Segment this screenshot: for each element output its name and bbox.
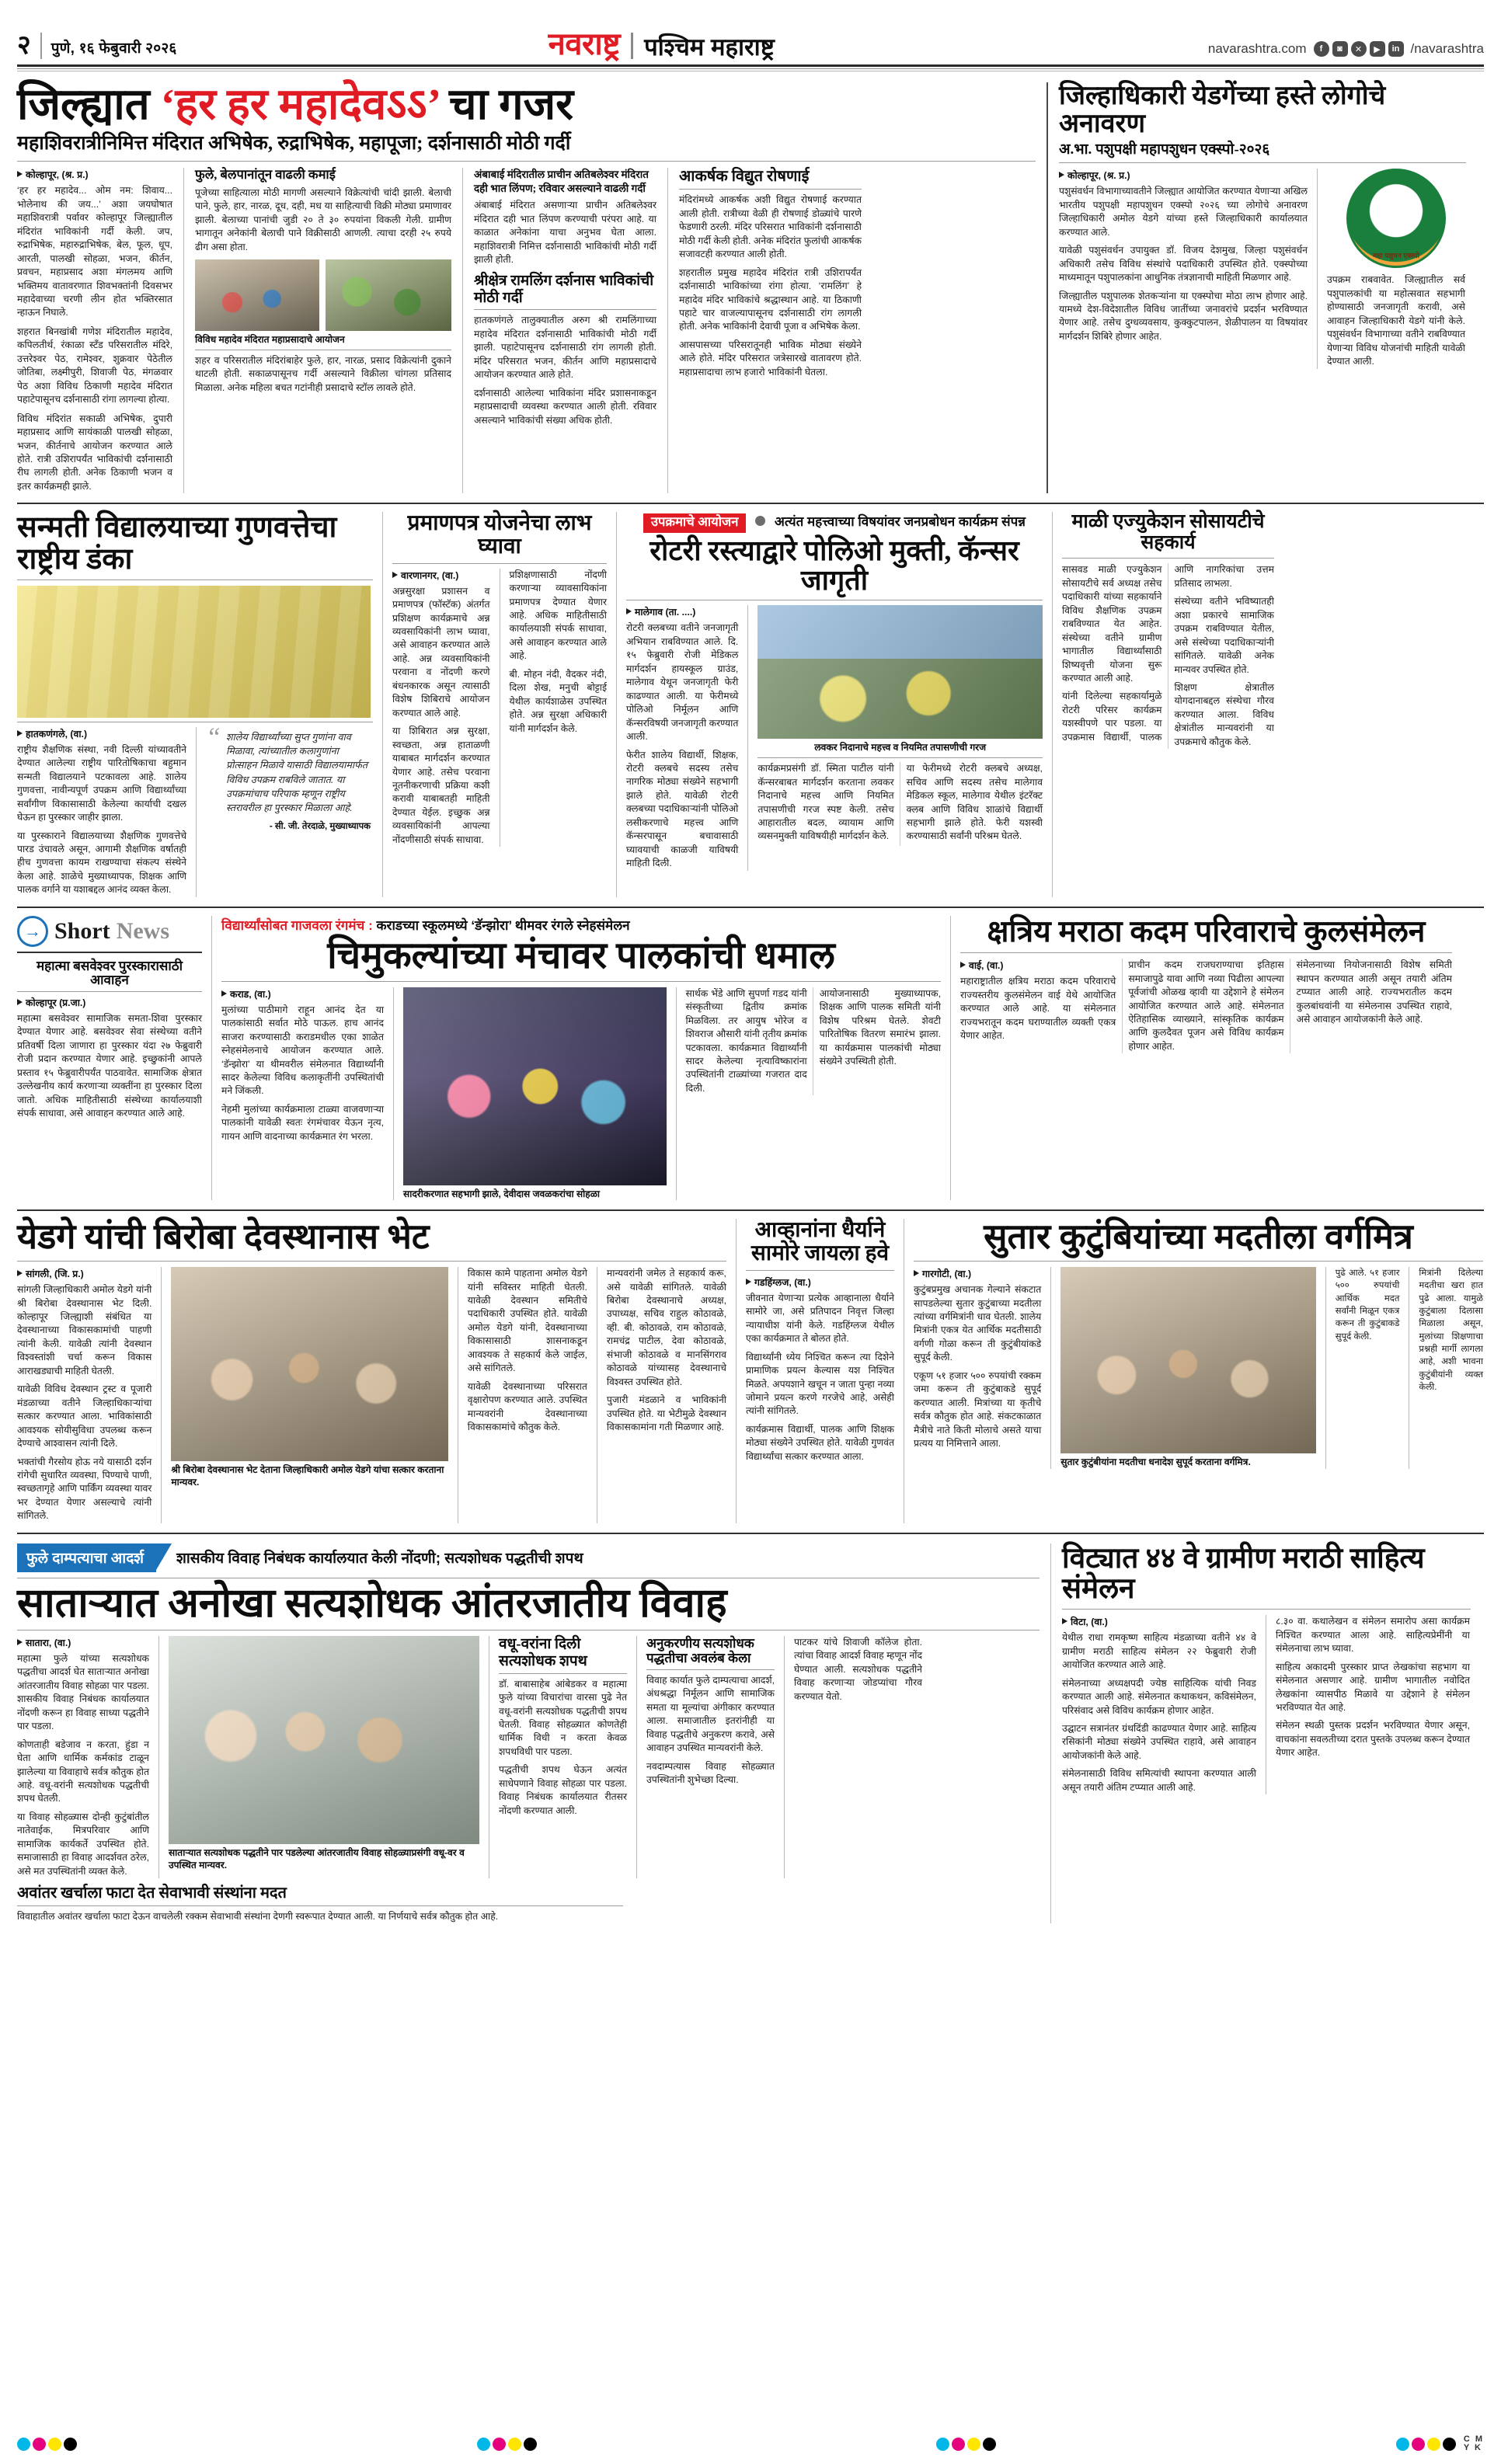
sutar-dateline: गारगोटी, (वा.) (914, 1267, 1041, 1280)
expo-para: पशुसंवर्धन विभागाच्यावतीने जिल्ह्यात आयोजित करण्यात येणाऱ्या अखिल भारतीय पशुपक्षी महापशुधन एक्स्पो २०२६ च्या लोगोचे अनावरण जिल्हाधिकारी अमोल येडगे यांच्या हस्ते जिल्हाधिकारी कार्यालयात करण्यात आले. (1059, 186, 1308, 238)
lead-para: आसपासच्या परिसरातूनही भाविक मोठ्या संख्येने आले होते. मंदिर परिसरात जत्रेसारखे वातावरण होते. महाप्रसादाचा लाभ हजारो भाविकांनी घेतला. (679, 339, 862, 378)
photo-sanmati-award (17, 586, 371, 718)
fourth-section (17, 1219, 1484, 1523)
rotary-col-2 (757, 605, 1043, 870)
aawhan-headline: आव्हानांना धैर्याने सामोरे जायला हवे (750, 1218, 890, 1266)
yedge-para: मान्यवरांनी जमेल ते सहकार्य करू, असे यावेळी सांगितले. यावेळी बिरोबा देवस्थानाचे अध्यक्ष, उपाध्यक्ष, सचिव राहुल कोठावळे, व्ही. बी. कोठावळे, राम कोठावळे, रामचंद्र पाटील, देवा कोठावळे, संभाजी कोठावळे व मानसिंगराव कोठावळे यांच्यासह देवस्थानाचे विश्वस्त उपस्थित होते. (606, 1268, 726, 1387)
cmyk-line-2: Y K (1463, 2443, 1482, 2453)
cyan-dot-icon (936, 2438, 949, 2451)
satara-kicker: शासकीय विवाह निबंधक कार्यालयात केली नोंदणी; सत्यशोधक पद्धतीची शपथ (176, 1550, 583, 1568)
photo-polio-rally (757, 605, 1043, 739)
lead-col2-subhead: फुले, बेलपानांतून वाढली कमाई (195, 167, 336, 183)
rangmanch-col-1 (221, 987, 384, 1201)
yedge-para: विकास कामे पाहताना अमोल येडगे यांनी सविस्तर माहिती घेतली. यावेळी देवस्थान समितीचे पदाधिकारी उपस्थित होते. यावेळी अमोल येडगे यांनी, देवस्थानाच्या विकासासाठी शासनाकडून आवश्यक ते सहकार्य केले जाईल, असे सांगितले. (467, 1268, 587, 1374)
rotary-dateline: मालेगाव (ता. ....) (626, 605, 738, 618)
magenta-dot-icon (33, 2438, 46, 2451)
lead-col-4 (679, 168, 862, 493)
registration-dots-center-left (477, 2438, 537, 2451)
rangmanch-kicker (221, 916, 941, 934)
satara-sub1-headline: वधू-वरांना दिली सत्यशोधक शपथ (499, 1635, 587, 1669)
satara-para: महात्मा फुले यांच्या सत्यशोधक पद्धतीचा आदर्श घेत साताऱ्यात अनोखा आंतरजातीय विवाह सोहळा पार पडला. शासकीय विवाह निबंधक कार्यालयात नोंदणी करून हा विवाह साध्या पद्धतीने पार पडला. (17, 1652, 149, 1732)
satara-col-1 (17, 1636, 149, 1878)
sanmati-dateline: हातकणंगले, (वा.) (17, 727, 186, 740)
aawhan-story (737, 1219, 904, 1523)
photo-stage-performance (403, 987, 666, 1185)
mali-para: सासवड माळी एज्युकेशन सोसायटीचे सर्व अध्यक्ष तसेच पदाधिकारी यांच्या सहकार्याने विविध शैक्षणिक उपक्रम राबविण्यात येत आहेत. संस्थेच्या वतीने ग्रामीण भागातील विद्यार्थ्यांसाठी शिष्यवृत्ती योजना सुरू करण्यात आली आहे. (1062, 564, 1162, 684)
section-divider-3 (17, 1209, 1484, 1211)
pramanpatra-col-2 (510, 569, 608, 847)
lead-para: हातकणंगले तालुक्यातील अरुग श्री रामलिंगाच्या महादेव मंदिरात दर्शनासाठी भाविकांची मोठी गर्दी झाली. पहाटेपासूनच दर्शनासाठी रांग लागली होती. मंदिर परिसरात भजन, कीर्तन आणि महाप्रसादाचे आयोजन करण्यात आले होते. (474, 315, 656, 381)
mali-para: संस्थेच्या वतीने भविष्यातही अशा प्रकारचे सामाजिक उपक्रम राबविण्यात येतील, असे संस्थेच्या पदाधिकाऱ्यांनी सांगितले. यावेळी अनेक मान्यवर उपस्थित होते. (1174, 596, 1274, 675)
yedge-headline: येडगे यांची बिरोबा देवस्थानास भेट (17, 1217, 430, 1257)
lead-headline-red: ‘हर हर महादेवऽऽ’ (160, 81, 441, 129)
rotary-para: फेरीत शालेय विद्यार्थी, शिक्षक, रोटरी क्लबचे सदस्य तसेच नागरिक मोठ्या संख्येने सहभागी झाले होते. यावेळी रोटरी क्लबच्या पदाधिकाऱ्यांनी पोलिओ लसीकरणाचे महत्त्व आणि कॅन्सरपासून बचावासाठी घ्यावयाची काळजी याविषयी माहिती दिली. (626, 749, 739, 869)
dateline-header: पुणे, १६ फेबुवारी २०२६ (50, 40, 177, 57)
third-section (17, 916, 1484, 1201)
kshatriya-story (951, 916, 1452, 1201)
cyan-dot-icon (477, 2438, 490, 2451)
black-dot-icon (524, 2438, 537, 2451)
expo-para: उपक्रम राबवावेत. जिल्ह्यातील सर्व पशुपालकांची या महोत्सवात सहभागी होण्यासाठी जनजागृती करावी, असे आवाहन जिल्हाधिकारी येडगे यांनी केले. पशुसंवर्धन विभागाच्या वतीने राबविण्यात येणाऱ्या विविध योजनांची माहिती यावेळी देण्यात आली. (1327, 274, 1465, 367)
lead-para: मंदिरांमध्ये आकर्षक अशी विद्युत रोषणाई करण्यात आली होती. रात्रीच्या वेळी ही रोषणाई डोळ्यांचे पारणे फेडणारी ठरली. मंदिर परिसरात भाविकांनी दर्शनासाठी मोठी गर्दी केली होती. अनेक मंदिरांत फुलांची आकर्षक सजावटही करण्यात आली होती. (679, 194, 862, 260)
yedge-photo-caption: श्री बिरोबा देवस्थानास भेट देताना जिल्हाधिकारी अमोल येडगे यांचा सत्कार करताना मान्यवर. (171, 1464, 444, 1488)
satara-tab: फुले दाम्पत्याचा आदर्श (17, 1543, 156, 1572)
yedge-para: सांगली जिल्हाधिकारी अमोल येडगे यांनी श्री बिरोबा देवस्थानास भेट दिली. कोल्हापूर जिल्ह्याशी संबंधित या देवस्थानाच्या विकासकामांची पाहणी त्यांनी केली. यावेळी त्यांनी देवस्थान विश्वस्तांशी चर्चा करून विकास आराखड्याची माहिती घेतली. (17, 1284, 152, 1376)
sutar-col-1 (914, 1267, 1041, 1469)
top-section (17, 82, 1484, 493)
linkedin-icon[interactable]: in (1388, 41, 1404, 57)
satara-para: पद्धतीची शपथ घेऊन अत्यंत साधेपणाने विवाह सोहळा पार पडला. विवाह निबंधक कार्यालयात रीतसर नोंदणी करण्यात आली. (499, 1764, 627, 1816)
cyan-dot-icon (1396, 2438, 1409, 2451)
aawhan-dateline: गडहिंग्लज, (वा.) (746, 1276, 894, 1289)
kshatriya-para: महाराष्ट्रातील क्षत्रिय मराठा कदम परिवाराचे राज्यस्तरीय कुलसंमेलन वाई येथे आयोजित करण्यात आले आहे. या संमेलनात राज्यभरातून कदम घराण्यातील व्यक्ती एकत्र येणार आहेत. (960, 976, 1116, 1041)
sanmati-pull-quote: “ शालेय विद्यार्थ्यांच्या सुप्त गुणांना वाव मिळावा, त्यांच्यातील कलागुणांना प्रोत्साहन मिळावे यासाठी विद्यालयामार्फत विविध उपक्रम राबविले जातात. या उपक्रमांचाच परिपाक म्हणून राष्ट्रीय स्तरावरील हा पुरस्कार मिळाला आहे. (206, 722, 368, 814)
expo-para: यावेळी पशुसंवर्धन उपायुक्त डॉ. विजय देशमुख, जिल्हा पशुसंवर्धन अधिकारी तसेच विविध संस्थांचे पदाधिकारी उपस्थित होते. एक्स्पोच्या माध्यमातून पशुपालकांना आधुनिक तंत्रज्ञानाची माहिती मिळणार आहे. (1059, 245, 1308, 284)
yedge-col-1 (17, 1267, 151, 1523)
cyan-dot-icon (17, 2438, 30, 2451)
lead-columns (17, 168, 1036, 493)
satara-para: विवाहातील अवांतर खर्चाला फाटा देऊन वाचलेली रक्कम सेवाभावी संस्थांना देणगी स्वरूपात देण्यात आली. या निर्णयाचे सर्वत्र कौतुक होत आहे. (17, 1910, 499, 1922)
satara-photo-caption: साताऱ्यात सत्यशोधक पद्धतीने पार पडलेल्या आंतरजातीय विवाह सोहळ्याप्रसंगी वधू-वर व उपस्थित मान्यवर. (169, 1846, 465, 1871)
lead-headline-part1: जिल्ह्यात (17, 81, 150, 129)
fifth-section (17, 1543, 1484, 1923)
yedge-col-4 (607, 1267, 726, 1523)
sutar-para: एकूण ५१ हजार ५०० रुपयांची रक्कम जमा करून ती कुटुंबाकडे सुपूर्द करण्यात आली. मित्रांच्या या कृतीचे सर्वत्र कौतुक होत आहे. संकटकाळात मैत्रीचे नाते किती मोलाचे असते याचा प्रत्यय या निमित्ताने आला. (914, 1369, 1042, 1450)
rangmanch-para: सार्थक भेंडे आणि सुपर्णा गडद यांनी संस्कृतीच्या द्वितीय क्रमांक मिळविला. तर आयुष भोरेज व शिवराज औसारी यांनी तृतीय क्रमांक पटकावला. कार्यक्रमात विद्यार्थ्यांनी सादर केलेल्या नृत्याविष्कारांना उपस्थितांनी टाळ्यांच्या गजरात दाद दिली. (685, 987, 807, 1094)
lead-dateline: कोल्हापूर, (श्र. प्र.) (17, 168, 172, 181)
pramanpatra-para: बी. मोहन नंदी, वैदकर नंदी, दिला शेख, मनुची बोट्टाई येथील कार्यशाळेस उपस्थित होते. अन्न सुरक्षा अधिकारी यांनी मार्गदर्शन केले. (509, 668, 607, 734)
lead-col2-caption: विविध महादेव मंदिरात महाप्रसादाचे आयोजन (195, 334, 345, 346)
black-dot-icon (983, 2438, 996, 2451)
satara-col-3 (499, 1636, 627, 1878)
masthead-brand-block (548, 27, 775, 61)
expo-dateline: कोल्हापूर, (श्र. प्र.) (1059, 169, 1308, 182)
lead-para: दर्शनासाठी आलेल्या भाविकांना मंदिर प्रशासनाकडून महाप्रसादाची व्यवस्था करण्यात आली होती. रविवार असल्याने भाविकांची संख्या अधिक होती. (474, 387, 656, 426)
expo-logo-label: महा पशुधन एक्स्पो (1373, 252, 1419, 260)
youtube-icon[interactable]: ▶ (1370, 41, 1385, 57)
lead-para: शहर व परिसरातील मंदिरांबाहेर फुले, हार, नारळ, प्रसाद विक्रेत्यांनी दुकाने थाटली होती. सकाळपासूनच गर्दी असल्याने विक्रीला चांगला प्रतिसाद मिळाला. अनेक महिला बचत गटांनीही प्रसादाचे स्टॉल लावले होते. (195, 354, 451, 393)
satara-sub3-block (17, 1885, 623, 1923)
pramanpatra-dateline: वारणानगर, (वा.) (392, 569, 490, 582)
brand-logo: नवराष्ट्र (548, 27, 621, 61)
sahitya-para: येथील राधा रामकृष्ण साहित्य मंडळाच्या वतीने ४४ वे ग्रामीण मराठी साहित्य संमेलन २२ फेब्रुवारी रोजी आयोजित करण्यात आले आहे. (1062, 1632, 1256, 1671)
masthead-left (17, 33, 177, 59)
rangmanch-para: आयोजनासाठी मुख्याध्यापक, शिक्षक आणि पालक समिती यांनी विशेष परिश्रम घेतले. शेवटी पारितोषिक वितरण समारंभ झाला. या कार्यक्रमास पालकांची मोठ्या संख्येने उपस्थिती होती. (819, 987, 941, 1067)
section-divider-4 (17, 1533, 1484, 1534)
facebook-icon[interactable]: f (1314, 41, 1329, 57)
quote-icon: “ (206, 722, 221, 752)
satara-para: या विवाह सोहळ्यास दोन्ही कुटुंबांतील नातेवाईक, मित्रपरिवार आणि सामाजिक कार्यकर्ते उपस्थित होते. समाजासाठी हा विवाह आदर्शवत ठरेल, असे मत उपस्थितांनी व्यक्त केले. (17, 1811, 149, 1877)
lead-story (17, 82, 1047, 493)
rotary-para: कार्यक्रमप्रसंगी डॉ. स्मिता पाटील यांनी कॅन्सरबाबत मार्गदर्शन करताना लवकर निदानाचे महत्त्व आणि नियमित तपासणीची गरज स्पष्ट केली. तसेच आहारातील बदल, व्यायाम आणि व्यसनमुक्ती याविषयीही मार्गदर्शन केले. (757, 763, 894, 842)
pramanpatra-story (383, 512, 616, 897)
lead-subhead: महाशिवरात्रीनिमित्त मंदिरात अभिषेक, रुद्राभिषेक, महापूजा; दर्शनासाठी मोठी गर्दी (17, 133, 571, 155)
expo-story (1047, 82, 1466, 493)
masthead-divider (40, 33, 42, 59)
sutar-para: कुटुंबप्रमुख अचानक गेल्याने संकटात सापडलेल्या सुतार कुटुंबाच्या मदतीला त्यांच्या वर्गमित्रांनी धाव घेतली. शालेय मित्रांनी एकत्र येत आर्थिक मदतीसाठी वर्गणी गोळा करून ती कुटुंबीयांकडे सुपूर्द केली. (914, 1284, 1042, 1363)
rangmanch-story (212, 916, 950, 1201)
section-divider-1 (17, 503, 1484, 504)
rotary-story (617, 512, 1052, 897)
rangmanch-col-2 (403, 987, 666, 1201)
satara-sub3-headline: अवांतर खर्चाला फाटा देत सेवाभावी संस्थांना मदत (17, 1885, 287, 1902)
masthead (17, 14, 1484, 59)
lead-para: विविध मंदिरांत सकाळी अभिषेक, दुपारी महाप्रसाद आणि सायंकाळी पालखी सोहळा, भजन, कीर्तनाचे आयोजन करण्यात आले होते. रात्री उशिरापर्यंत भाविकांची दर्शनासाठी रीघ लागली होती. अनेक ठिकाणी भजन व इतर कार्यक्रमही झाले. (17, 412, 172, 492)
black-dot-icon (64, 2438, 77, 2451)
kshatriya-para: प्राचीन कदम राजघराण्याचा इतिहास समाजापुढे यावा आणि नव्या पिढीला आपल्या पूर्वजांची ओळख व्हावी या उद्देशाने हे संमेलन आयोजित करण्यात आले आहे. संमेलनात ऐतिहासिक व्याख्याने, सांस्कृतिक कार्यक्रम आणि कुलदैवत पूजन असे विविध कार्यक्रम होणार आहेत. (1128, 959, 1284, 1052)
yellow-dot-icon (1427, 2438, 1440, 2451)
satara-para: नवदाम्पत्यास विवाह सोहळ्यात उपस्थितांनी शुभेच्छा दिल्या. (646, 1760, 775, 1786)
lead-para: पूजेच्या साहित्याला मोठी मागणी असल्याने विक्रेत्यांची चांदी झाली. बेलाची पाने, फुले, हार, नारळ, दूध, दही, मध या साहित्याची विक्री मोठ्या प्रमाणावर झाली. बेलाच्या पानांची जुडी २० ते ३० रुपयांना विकली गेली. ग्रामीण भागातून अनेकांनी बेलाची पाने विक्रीसाठी आणली. त्याचा दरही २५ रुपये ढीग असा होता. (195, 186, 451, 252)
short-news-body: महात्मा बसवेश्वर सामाजिक समता-शिवा पुरस्कार देण्यात येणार आहे. बसवेश्वर सेवा संस्थेच्या वतीने प्रतिवर्षी दिला जाणारा हा पुरस्कार यंदा २७ फेब्रुवारी रोजी प्रदान करण्यात येणार आहे. इच्छुकांनी आपले प्रस्ताव १५ फेब्रुवारीपर्यंत पाठवावेत. सामाजिक क्षेत्रात उल्लेखनीय कार्य करणाऱ्या व्यक्तींना हा पुरस्कार दिला जातो. अधिक माहितीसाठी संस्थेच्या कार्यालयाशी संपर्क साधावा, असे आवाहन करण्यात आले आहे. (17, 1012, 202, 1119)
sahitya-para: संमेलनाच्या अध्यक्षपदी ज्येष्ठ साहित्यिक यांची निवड करण्यात आली आहे. संमेलनात कथाकथन, कविसंमेलन, परिसंवाद असे विविध कार्यक्रम होणार आहेत. (1062, 1677, 1256, 1716)
sahitya-para: ८.३० वा. कथालेखन व संमेलन समारोप असा कार्यक्रम निश्चित करण्यात आला आहे. साहित्यप्रेमींनी या संमेलनाचा लाभ घ्यावा. (1276, 1616, 1470, 1655)
rangmanch-col-3 (686, 987, 942, 1201)
short-news-label-2: News (116, 917, 170, 944)
sutar-col-4 (1419, 1267, 1483, 1469)
satara-kicker-row (17, 1543, 1040, 1572)
rotary-col-1 (626, 605, 738, 870)
short-news-label-1: Short (54, 917, 110, 944)
short-news-title: महात्मा बसवेश्वर पुरस्कारासाठी आवाहन (36, 958, 183, 987)
masthead-rule-thin (17, 68, 1484, 69)
mali-headline: माळी एज्युकेशन सोसायटीचे सहकार्य (1071, 511, 1265, 553)
sahitya-col-2 (1276, 1615, 1470, 1794)
sutar-story (904, 1219, 1483, 1523)
photo-wedding-ceremony (169, 1636, 479, 1844)
rangmanch-kicker-black: कराडच्या स्कूलमध्ये ‘डॅन्झोरा’ थीमवर रंगले स्नेहसंमेलन (376, 917, 630, 933)
lead-para: शहरात बिनखांबी गणेश मंदिरातील महादेव, कपिलतीर्थ, रंकाळा स्टँड परिसरातील मंदिरे, उत्तरेश्वर पेठ, रामेश्वर, शुक्रवार पेठेतील जोतिबा, लक्ष्मीपुरी, शिवाजी पेठ, मंगळवार पेठ अशा विविध ठिकाणी महादेव मंदिरात पहाटेपासूनच दर्शनासाठी रांगा लागल्या होत्या. (17, 325, 172, 405)
photo-cheque-handover (1060, 1267, 1316, 1453)
photo-prasad-preparation (195, 259, 319, 331)
yedge-story (17, 1219, 736, 1523)
kshatriya-para: संमेलनाच्या नियोजनासाठी विशेष समिती स्थापन करण्यात आली असून तयारी अंतिम टप्प्यात आली आहे. राज्यभरातील कदम कुलबांधवांनी या संमेलनास उपस्थित राहावे, असे आवाहन आयोजकांनी केले आहे. (1296, 959, 1452, 1025)
expo-para: जिल्ह्यातील पशुपालक शेतकऱ्यांना या एक्स्पोचा मोठा लाभ होणार आहे. यामध्ये देश-विदेशातील विविध जातींच्या जनावरांचे प्रदर्शन भरविण्यात येणार आहे. तसेच दुग्धव्यवसाय, कुक्कुटपालन, शेळीपालन या विषयांवर मार्गदर्शन शिबिरे होणार आहेत. (1059, 290, 1308, 342)
rotary-photo-caption: लवकर निदानाचे महत्त्व व नियमित तपासणीची गरज (814, 742, 987, 753)
mali-story (1053, 512, 1274, 897)
rotary-headline: रोटरी रस्त्याद्वारे पोलिओ मुक्ती, कॅन्सर जागृती (650, 535, 1019, 597)
yellow-dot-icon (967, 2438, 980, 2451)
masthead-right (1208, 41, 1484, 59)
pramanpatra-col-1 (392, 569, 490, 847)
lead-col3-sub-headline: श्रीक्षेत्र रामलिंग दर्शनास भाविकांची मोठी गर्दी (474, 272, 654, 306)
aawhan-para: जीवनात येणाऱ्या प्रत्येक आव्हानाला धैर्याने सामोरे जा, असे प्रतिपादन निवृत्त जिल्हा न्यायाधीश यांनी केले. गडहिंग्लज येथील एका कार्यक्रमात ते बोलत होते. (746, 1292, 894, 1345)
rangmanch-dateline: कराड, (वा.) (221, 987, 384, 1001)
lead-col4-subhead: आकर्षक विद्युत रोषणाई (679, 168, 810, 186)
black-dot-icon (1443, 2438, 1456, 2451)
lead-para: शहरातील प्रमुख महादेव मंदिरांत रात्री उशिरापर्यंत दर्शनासाठी भाविकांच्या रांगा होत्या. ‘रामलिंग’ हे महादेव मंदिर भाविकांचे श्रद्धास्थान आहे. या ठिकाणी पहाटे चार वाजल्यापासूनच दर्शनासाठी रांग लागली होती. अनेक भाविकांनी देवाची पूजा व अभिषेक केला. (679, 266, 862, 332)
yellow-dot-icon (48, 2438, 61, 2451)
yedge-para: पुजारी मंडळाने व भाविकांनी उपस्थित होते. या भेटीमुळे देवस्थान विकासकामांना गती मिळणार आहे. (606, 1394, 726, 1433)
lead-para: ‘हर हर महादेव... ओम नम: शिवाय... भोलेनाथ की जय...’ अशा जयघोषात महाशिवरात्री पर्वावर कोल्हापूर जिल्ह्यातील मंदिरांत भाविकांनी गर्दी केली. जप, रुद्राभिषेक, महारुद्राभिषेक, बेल, फूल, धूप, आरती, पालखी सोहळा, भजन, कीर्तन, प्रवचन, महाप्रसाद अशा मंगलमय आणि भक्तिमय वातावरणात शिवभक्तांनी दिवसभर महादेवाच्या चरणी लीन होत भक्तिरसात न्हाऊन निघाले. (17, 185, 172, 318)
short-news-block (17, 916, 211, 1201)
satara-col-4 (646, 1636, 775, 1878)
lead-para: अंबाबाई मंदिरात असणाऱ्या प्राचीन अतिबलेश्वर मंदिरात दही भात लिंपण करण्याची परंपरा आहे. या काळात अनेकांना याचा अनुभव घेता आला. महाशिवरात्री निमित्त दर्शनासाठी भाविकांची मोठी गर्दी झाली होती. (474, 200, 656, 266)
social-handle[interactable]: /navarashtra (1410, 41, 1484, 56)
yedge-para: यावेळी विविध देवस्थान ट्रस्ट व पूजारी मंडळाच्या वतीने जिल्हाधिकाऱ्यांचा सत्कार करण्यात आला. भाविकांसाठी आवश्यक सोयीसुविधा उपलब्ध करून देण्याचे आश्वासन त्यांनी दिले. (17, 1383, 152, 1450)
registration-dots-right (1396, 2438, 1456, 2451)
masthead-rule-thick (17, 64, 1484, 67)
sanmati-col-1 (17, 727, 186, 897)
sanmati-quote-attribution: - सी. जी. तेरदाळे, मुख्याध्यापक (269, 822, 371, 832)
pramanpatra-para: या शिबिरात अन्न सुरक्षा, स्वच्छता, अन्न हाताळणी याबाबत मार्गदर्शन करण्यात येणार आहे. तसेच परवाना नूतनीकरणाची प्रक्रिया कशी करावी याबाबतही माहिती देण्यात येईल. इच्छुक अन्न व्यवसायिकांनी आपल्या नोंदणीसाठी संपर्क साधावा. (392, 726, 490, 845)
sanmati-para: राष्ट्रीय शैक्षणिक संस्था, नवी दिल्ली यांच्यावतीने देण्यात आलेल्या राष्ट्रीय पारितोषिकाचा बहुमान सन्मती विद्यालयाने पटकावला आहे. शालेय गुणवत्ता, नावीन्यपूर्ण उपक्रम आणि विद्यार्थ्यांच्या सर्वांगीण विकासासाठी केलेल्या कार्याची दखल घेऊन हा पुरस्कार जाहीर झाला. (17, 743, 186, 823)
photo-devasthan-visit (171, 1267, 448, 1461)
sutar-col-3 (1336, 1267, 1400, 1469)
yellow-dot-icon (508, 2438, 521, 2451)
lead-col3-subhead: अंबाबाई मंदिरातील प्राचीन अतिबलेश्वर मंदिरात दही भात लिंपण; रविवार असल्याने वाढली गर्दी (474, 169, 649, 194)
lead-col-3 (474, 168, 656, 493)
lead-headline-part2: चा गजर (449, 81, 574, 129)
rotary-para: रोटरी क्लबच्या वतीने जनजागृती अभियान राबविण्यात आले. दि. १५ फेब्रुवारी रोजी मेडिकल मार्गदर्शन हायस्कूल ग्राउंड, मालेगाव येथून जनजागृती फेरी काढण्यात आली. या फेरीमध्ये पोलिओ निर्मूलन आणि कॅन्सरविषयी जनजागृती करण्यात आली. (626, 622, 739, 743)
lead-col-1 (17, 168, 172, 493)
expo-headline: जिल्हाधिकारी येडगेंच्या हस्ते लोगोचे अनावरण (1059, 82, 1386, 139)
list-item (17, 959, 202, 1121)
rotary-para: या फेरीमध्ये रोटरी क्लबचे अध्यक्ष, सचिव आणि सदस्य तसेच मालेगाव मेडिकल स्कूल, मालेगाव येथील इंटरॅक्ट क्लब आणि विविध शाळांचे विद्यार्थी सहभागी झाले होते. फेरी यशस्वी करण्यासाठी सर्वांनी परिश्रम घेतले. (906, 763, 1043, 842)
pramanpatra-para: अन्नसुरक्षा प्रशासन व प्रमाणपत्र (फॉस्टॅक) अंतर्गत प्रशिक्षण कार्यक्रमाचे अन्न व्यवसायिकांनी लाभ घ्यावा, असे आवाहन करण्यात आले आहे. अन्न व्यवसायिकांनी परवाना व नोंदणी करणे बंधनकारक असून त्यासाठी विशेष शिबिराचे आयोजन करण्यात आले आहे. (392, 585, 490, 719)
brand-separator (631, 33, 633, 59)
sanmati-story (17, 512, 382, 897)
satara-story (17, 1543, 1050, 1923)
satara-para: डॉ. बाबासाहेब आंबेडकर व महात्मा फुले यांच्या विचारांचा वारसा पुढे नेत वधू-वरांनी सत्यशोधक पद्धतीची शपथ घेतली. विवाह सोहळ्यात कोणतेही धार्मिक विधी न करता केवळ शपथविधी पार पडला. (499, 1678, 627, 1757)
sahitya-col-1 (1062, 1615, 1256, 1794)
sahitya-para: संमेलन स्थळी पुस्तक प्रदर्शन भरविण्यात येणार असून, वाचकांना सवलतीच्या दरात पुस्तके उपलब्ध करून देण्यात येणार आहेत. (1276, 1720, 1470, 1759)
yedge-col-3 (468, 1267, 587, 1523)
rangmanch-headline: चिमुकल्यांच्या मंचावर पालकांची धमाल (327, 934, 835, 976)
rangmanch-para: मुलांच्या पाठीमागे राहून आनंद देत या पालकांसाठी सर्वात मोठे पाऊल. हाच आनंद साजरा करण्यासाठी कराडमधील एका शाळेत स्नेहसंमेलनाचे आयोजन करण्यात आले. ‘डॅन्झोरा’ या थीमवरील संमेलनात विद्यार्थ्यांनी सादर केलेल्या विविध कलाकृतींनी उपस्थितांची मने जिंकली. (221, 1004, 385, 1097)
yedge-para: यावेळी देवस्थानाच्या परिसरात वृक्षारोपण करण्यात आले. उपस्थित मान्यवरांनी देवस्थानाच्या विकासकामांचे कौतुक केले. (467, 1380, 587, 1433)
satara-col-5 (794, 1636, 922, 1878)
cmyk-label (1464, 2435, 1484, 2453)
sanmati-col-2 (206, 722, 371, 897)
sahitya-dateline: विटा, (वा.) (1062, 1615, 1256, 1628)
sutar-headline: सुतार कुटुंबियांच्या मदतीला वर्गमित्र (984, 1217, 1413, 1257)
bullet-dot-icon (755, 516, 765, 526)
satara-dateline: सातारा, (वा.) (17, 1636, 149, 1649)
sutar-photo-caption: सुतार कुटुंबीयांना मदतीचा धनादेश सुपूर्द करताना वर्गमित्र. (1060, 1456, 1251, 1468)
sutar-col-2 (1060, 1267, 1316, 1469)
registration-dots-center-right (936, 2438, 996, 2451)
yedge-dateline: सांगली, (जि. प्र.) (17, 1267, 151, 1280)
rangmanch-kicker-red: विद्यार्थ्यांसोबत गाजवला रंगमंच : (221, 917, 373, 933)
pramanpatra-para: प्रशिक्षणासाठी नोंदणी करणाऱ्या व्यावसायिकांना प्रमाणपत्र देण्यात येणार आहे. अधिक माहितीसाठी कार्यालयाशी संपर्क साधावा, असे आवाहन करण्यात आले आहे. (509, 569, 607, 662)
rotary-kicker-tag: उपक्रमाचे आयोजन (643, 513, 746, 533)
sahitya-para: साहित्य अकादमी पुरस्कार प्राप्त लेखकांचा सहभाग या संमेलनात असणार आहे. ग्रामीण भागातील नवोदित लेखकांना व्यासपीठ मिळावे या उद्देशाने हे संमेलन भरविण्यात येत आहे. (1276, 1661, 1470, 1713)
sanmati-para: या पुरस्काराने विद्यालयाच्या शैक्षणिक गुणवत्तेचे पारड उंचावले असून, आगामी शैक्षणिक वर्षातही हीच गुणवत्ता कायम राखण्याचा संकल्प संस्थेने केला आहे. शाळेचे मुख्याध्यापक, शिक्षक आणि पालक वर्गाने या यशाबद्दल आनंद व्यक्त केला. (17, 830, 186, 896)
sanmati-headline: सन्मती विद्यालयाच्या गुणवत्तेचा राष्ट्रीय डंका (17, 511, 337, 576)
registration-right-group (1396, 2435, 1484, 2453)
lead-headline (17, 82, 1036, 128)
magenta-dot-icon (493, 2438, 506, 2451)
registration-dots-left (17, 2438, 77, 2451)
instagram-icon[interactable]: ◙ (1332, 41, 1348, 57)
sutar-para: मित्रांनी दिलेल्या मदतीचा खरा हात पुढे आला. यामुळे कुटुंबाला दिलासा मिळाला असून, मुलांच्या शिक्षणाचा प्रश्नही मार्गी लागला आहे, अशी भावना कुटुंबीयांनी व्यक्त केली. (1419, 1269, 1484, 1393)
kshatriya-headline: क्षत्रिय मराठा कदम परिवाराचे कुलसंमेलन (987, 914, 1426, 948)
sahitya-para: उद्घाटन सत्रानंतर ग्रंथदिंडी काढण्यात येणार आहे. साहित्य रसिकांनी मोठ्या संख्येने उपस्थित राहावे, असे आवाहन आयोजकांनी केले आहे. (1062, 1722, 1256, 1761)
sahitya-story (1051, 1543, 1471, 1923)
satara-para: कोणताही बडेजाव न करता, हुंडा न घेता आणि धार्मिक कर्मकांड टाळून झालेल्या या विवाहाचे सर्वत्र कौतुक होत आहे. वधू-वरांनी सत्यशोधक पद्धतीची शपथ घेतली. (17, 1738, 149, 1804)
page-footer (17, 2435, 1484, 2453)
edition-name: पश्चिम महाराष्ट्र (644, 33, 775, 61)
arrow-right-icon: → (17, 916, 48, 947)
kshatriya-dateline: वाई, (वा.) (960, 959, 1116, 972)
rotary-kicker-rest: अत्यंत महत्त्वाच्या विषयांवर जनप्रबोधन कार्यक्रम संपन्न (774, 514, 1026, 530)
sahitya-para: संमेलनासाठी विविध समित्यांची स्थापना करण्यात आली असून तयारी अंतिम टप्प्यात आली आहे. (1062, 1768, 1256, 1793)
sahitya-headline: विट्यात ४४ वे ग्रामीण मराठी साहित्य संमेलन (1062, 1542, 1425, 1606)
page-number: २ (17, 31, 31, 60)
yedge-col-2 (171, 1267, 448, 1523)
short-news-dateline: कोल्हापूर (प्र.जा.) (17, 996, 202, 1009)
satara-sub2-headline: अनुकरणीय सत्यशोधक पद्धतीचा अवलंब केला (646, 1635, 754, 1666)
satara-col-2 (169, 1636, 479, 1878)
satara-para: विवाह कार्यात फुले दाम्पत्याचा आदर्श, अंधश्रद्धा निर्मूलन आणि सामाजिक समता या मूल्यांचा अंगीकार करण्यात आला. समाजातील इतरांनीही या विवाह पद्धतीचे अनुकरण करावे, असे आवाहन उपस्थित मान्यवरांनी केले. (646, 1675, 775, 1754)
aawhan-para: विद्यार्थ्यांनी ध्येय निश्चित करून त्या दिशेने प्रामाणिक प्रयत्न केल्यास यश निश्चित मिळते. अपयशाने खचून न जाता पुन्हा नव्या जोमाने प्रयत्न करणे गरजेचे आहे, असेही त्यांनी सांगितले. (746, 1351, 894, 1417)
second-section (17, 512, 1484, 897)
rotary-kicker (626, 512, 1043, 533)
expo-col-2 (1327, 169, 1465, 368)
satara-headline: साताऱ्यात अनोखा सत्यशोधक आंतरजातीय विवाह (17, 1581, 727, 1626)
x-twitter-icon[interactable]: ✕ (1351, 41, 1367, 57)
expo-subhead: अ.भा. पशुपक्षी महापशुधन एक्स्पो-२०२६ (1059, 141, 1270, 158)
photo-temple-gathering (326, 259, 451, 331)
satara-para: पाटकर यांचे शिवाजी कॉलेज होता. त्यांचा विवाह आदर्श विवाह म्हणून नोंद घेण्यात आली. सत्यशोधक पद्धतीने विवाह करणाऱ्या जोडप्यांचा गौरव करण्यात येतो. (794, 1636, 922, 1702)
rangmanch-photo-caption: सादरीकरणात सहभागी झाले, देवीदास जवळकरांचा सोहळा (403, 1188, 601, 1199)
mali-para: शिक्षण क्षेत्रातील योगदानाबद्दल संस्थेचा गौरव करण्यात आला. विविध क्षेत्रांतील मान्यवरांनी या उपक्रमाचे कौतुक केले. (1174, 681, 1274, 747)
expo-logo (1346, 169, 1446, 268)
yedge-para: भक्तांची गैरसोय होऊ नये यासाठी दर्शन रांगेची सुधारित व्यवस्था, पिण्याचे पाणी, स्वच्छतागृहे आणि पार्किंग व्यवस्था यावर भर देण्यात येणार असल्याचे त्यांनी सांगितले. (17, 1456, 152, 1522)
section-divider-2 (17, 907, 1484, 908)
rangmanch-para: नेहमी मुलांच्या कार्यक्रमाला टाळ्या वाजवणाऱ्या पालकांनी यावेळी स्वतः रंगमंचावर येऊन नृत्य, गायन आणि वादनाच्या कार्यक्रमात रंग भरला. (221, 1103, 385, 1142)
mali-para: यांनी दिलेल्या सहकार्यामुळे रोटरी परिसर कार्यक्रम यशस्वीपणे पार पडला. या उपक्रमास विद्यार्थी, पालक आणि नागरिकांचा उत्तम प्रतिसाद लाभला. (1062, 564, 1274, 743)
cmyk-line-1: C M (1463, 2434, 1484, 2444)
magenta-dot-icon (1412, 2438, 1425, 2451)
website-url[interactable]: navarashtra.com (1207, 41, 1307, 56)
aawhan-para: कार्यक्रमास विद्यार्थी, पालक आणि शिक्षक मोठ्या संख्येने उपस्थित होते. यावेळी गुणवंत विद्यार्थ्यांचा सत्कार करण्यात आला. (746, 1423, 894, 1462)
sutar-para: पुढे आले. ५१ हजार ५०० रुपयांची आर्थिक मदत सर्वांनी मिळून एकत्र करून ती कुटुंबाकडे सुपूर्द केली. (1335, 1269, 1400, 1342)
social-icons[interactable] (1314, 41, 1404, 57)
lead-col-2 (195, 168, 451, 493)
expo-col-1 (1059, 169, 1308, 368)
magenta-dot-icon (952, 2438, 965, 2451)
pramanpatra-headline: प्रमाणपत्र योजनेचा लाभ घ्यावा (407, 511, 592, 559)
short-news-badge (17, 916, 202, 947)
